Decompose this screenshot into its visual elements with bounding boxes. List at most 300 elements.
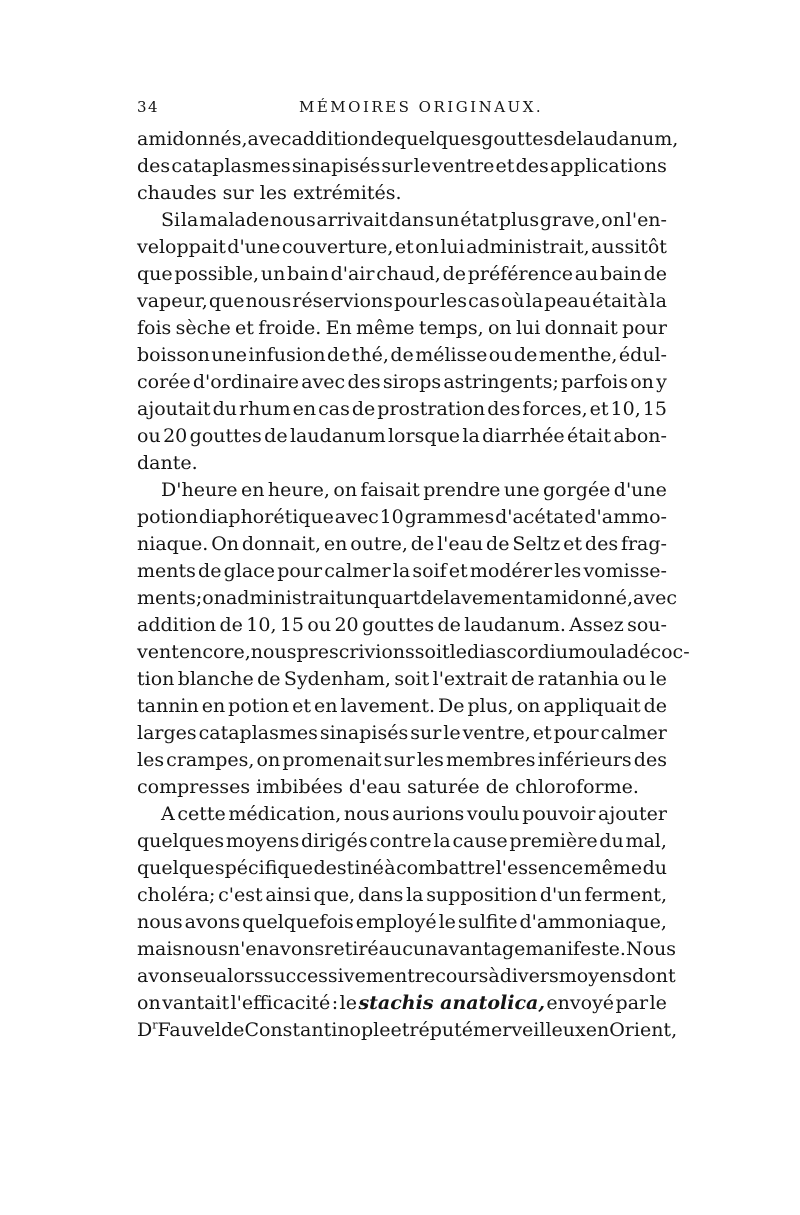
word: vent (137, 641, 179, 663)
word: que (208, 290, 245, 312)
word: combattre (396, 857, 496, 879)
word: Seltz (512, 533, 561, 555)
word: vomisse- (583, 560, 667, 582)
text-line (137, 396, 667, 423)
word: d'air (330, 263, 375, 285)
word: d'un (539, 884, 582, 906)
word: mais (137, 938, 183, 960)
word: nous (182, 938, 228, 960)
word: Si (161, 209, 181, 231)
word: inférieurs (537, 749, 632, 771)
running-head (137, 98, 667, 122)
word: la (433, 830, 451, 852)
word: Orient, (609, 1019, 678, 1041)
word: on (601, 209, 625, 231)
word: de (198, 560, 222, 582)
text-line (137, 558, 667, 585)
word: vapeur, (137, 290, 208, 312)
word: glace (223, 560, 276, 582)
text-line (137, 585, 677, 612)
word: de (370, 128, 395, 150)
word: des (633, 749, 667, 771)
word: de (442, 263, 467, 285)
word: et (589, 398, 609, 420)
word: manifeste. (525, 938, 626, 960)
word: au (574, 263, 599, 285)
word: en (323, 533, 348, 555)
word: diascordium (466, 641, 586, 663)
word: niaque. (137, 533, 209, 555)
word: le (449, 641, 467, 663)
word: pour (393, 290, 439, 312)
word: ferment, (584, 884, 667, 906)
text-line (137, 180, 667, 207)
word: lavement. (340, 695, 436, 717)
word: spécifique (214, 857, 314, 879)
word: gouttes (189, 425, 262, 447)
word: préférence (467, 263, 573, 285)
word: laudanum (289, 425, 386, 447)
word: chaud, (376, 263, 441, 285)
word: retiré (324, 938, 379, 960)
word: tannin (137, 695, 199, 717)
word: le (649, 668, 667, 690)
word: et (235, 317, 254, 339)
word: la (462, 425, 480, 447)
word: de (486, 533, 510, 555)
word: réservions (292, 290, 393, 312)
word: aurions (392, 803, 465, 825)
word: nous (137, 911, 183, 933)
word: d'ammoniaque, (519, 911, 667, 933)
word: l'essence (495, 857, 584, 879)
running-title: MÉMOIRES ORIGINAUX. (299, 98, 544, 116)
word: choléra; (137, 884, 216, 906)
text-line (137, 423, 667, 450)
text-line (137, 936, 677, 963)
word: alors (215, 965, 264, 987)
word: sur (410, 722, 442, 744)
word: arrivait (316, 209, 388, 231)
word: avec (247, 128, 292, 150)
word: encore, (178, 641, 251, 663)
word: dans (357, 884, 404, 906)
word: D'heure (161, 479, 238, 501)
word: un (343, 587, 368, 609)
word: des (487, 398, 521, 420)
word: froide. (258, 317, 322, 339)
word: d'une (227, 236, 281, 258)
text-line (137, 774, 667, 801)
text-line (137, 747, 667, 774)
word: D (137, 1019, 153, 1041)
word: ainsi (265, 884, 311, 906)
word: veloppait (137, 236, 226, 258)
word: quelque (137, 857, 215, 879)
word: par (615, 992, 649, 1014)
word: possible, (174, 263, 260, 285)
word: on (202, 587, 226, 609)
word: malade (199, 209, 270, 231)
word: chaudes sur les extrémités. (137, 182, 402, 204)
text-line (137, 369, 667, 396)
word: potion (137, 506, 198, 528)
word: aucun (378, 938, 438, 960)
word: moyens (558, 965, 633, 987)
word: heure, (267, 479, 330, 501)
word: pouvoir (522, 803, 596, 825)
word: parfois (561, 371, 628, 393)
word: diarrhée (482, 425, 565, 447)
word: les (554, 560, 582, 582)
word: addition (137, 614, 217, 636)
word: de (643, 695, 667, 717)
word: corée (137, 371, 191, 393)
word: nous (270, 209, 316, 231)
word: le (438, 911, 456, 933)
word: ou (622, 668, 647, 690)
word: recours (414, 965, 489, 987)
word: envoyé (546, 992, 615, 1014)
word: l'efficacité (230, 992, 331, 1014)
superscript: r (152, 1018, 158, 1032)
word: donnait (544, 317, 618, 339)
word: la (406, 884, 424, 906)
word: promenait (282, 749, 382, 771)
word: moyens (225, 830, 300, 852)
text-line (137, 693, 667, 720)
word: sirops (382, 371, 442, 393)
word: : (331, 992, 339, 1014)
text-line (137, 288, 667, 315)
text-line (137, 909, 667, 936)
word: du (599, 830, 624, 852)
word: laudanum, (576, 128, 679, 150)
word: administrait, (466, 236, 590, 258)
word: administrait (225, 587, 344, 609)
word: était (592, 290, 637, 312)
word: ments (137, 560, 196, 582)
word: ratanhia (537, 668, 620, 690)
word: avons (137, 965, 193, 987)
word: 20 (163, 425, 188, 447)
word: prendre (423, 479, 501, 501)
word: de (221, 1019, 245, 1041)
word: ou (137, 425, 161, 447)
word: compresses imbibées d'eau saturée de chloroforme. (137, 776, 639, 798)
word: était (567, 425, 611, 447)
text-line (137, 342, 667, 369)
word: couverture, (281, 236, 394, 258)
word: gouttes (481, 128, 554, 150)
text-line (137, 234, 667, 261)
word: même (356, 317, 415, 339)
word: sinapisés (291, 155, 381, 177)
word: soit (414, 641, 450, 663)
word: de (264, 425, 288, 447)
word: le (649, 992, 667, 1014)
word: de (511, 668, 535, 690)
word: boisson (137, 344, 210, 366)
word: employé (355, 911, 437, 933)
word: menthe, (538, 344, 618, 366)
text-line (137, 963, 676, 990)
word: prescrivions (296, 641, 415, 663)
word: le (339, 992, 357, 1014)
word: d'ordinaire (192, 371, 300, 393)
italic-species-name: stachis anatolica, (358, 992, 545, 1014)
word: ou (307, 614, 332, 636)
word: cause (452, 830, 508, 852)
word: un (260, 263, 286, 285)
word: quart (367, 587, 421, 609)
word: thé, (351, 344, 389, 366)
text-line (137, 828, 667, 855)
word: et (495, 155, 515, 177)
word: peau (544, 290, 592, 312)
word: pour (622, 317, 667, 339)
word: en (292, 398, 317, 420)
word: on (333, 479, 358, 501)
word: Constantinople (244, 1019, 391, 1041)
word: sur (383, 749, 415, 771)
word: rhum (239, 398, 291, 420)
word: de (219, 614, 243, 636)
word: de (326, 344, 351, 366)
word: des (137, 155, 171, 177)
word: de (643, 263, 667, 285)
word: faisait (360, 479, 420, 501)
word: de (410, 533, 435, 555)
word: 10 (379, 506, 404, 528)
word: sinapisés (319, 722, 409, 744)
word: décoc- (627, 641, 690, 663)
word: mal, (625, 830, 667, 852)
word: De (437, 695, 465, 717)
text-line (137, 504, 667, 531)
word: du (212, 398, 237, 420)
text-line (137, 1017, 678, 1044)
text-line (137, 450, 667, 477)
word: blanche (177, 668, 254, 690)
word: et (292, 695, 312, 717)
word: gorgée (543, 479, 611, 501)
word: l'extrait (432, 668, 508, 690)
text-line (137, 531, 667, 558)
word: de (390, 344, 414, 366)
word: de (420, 587, 444, 609)
word: modérer (469, 560, 553, 582)
word: que (137, 263, 173, 285)
word: temps, (418, 317, 484, 339)
word: membres (445, 749, 536, 771)
word: ou (488, 344, 513, 366)
word: A (161, 803, 175, 825)
word: cataplasmes (198, 722, 318, 744)
word: en (201, 695, 226, 717)
word: une (211, 344, 247, 366)
word: avons (184, 911, 241, 933)
word: de (437, 614, 461, 636)
word: voulu (466, 803, 520, 825)
word: diaphorétique (198, 506, 334, 528)
word: avec (334, 506, 379, 528)
text-line (137, 666, 667, 693)
word: appliquait (543, 695, 641, 717)
text-line (137, 153, 667, 180)
word: du (642, 857, 667, 879)
word: larges (137, 722, 197, 744)
word: supposition (426, 884, 538, 906)
word: quelques (137, 830, 225, 852)
word: n'en (227, 938, 269, 960)
word: forces, (522, 398, 588, 420)
word: dirigés (301, 830, 368, 852)
body-text (137, 126, 690, 1044)
text-line (137, 639, 690, 666)
word: la (649, 290, 667, 312)
word: les (416, 749, 444, 771)
word: sulfite (457, 911, 518, 933)
word: gouttes (361, 614, 435, 636)
word: amidonné, (532, 587, 634, 609)
word: que, (313, 884, 356, 906)
word: ventre (432, 155, 495, 177)
text-line (137, 990, 667, 1017)
word: avec (301, 371, 346, 393)
word: sou- (627, 614, 667, 636)
word: avons (268, 938, 325, 960)
word: c'est (218, 884, 263, 906)
word: plus, (467, 695, 514, 717)
word: lavement (443, 587, 533, 609)
word: la (180, 209, 199, 231)
word: soif (412, 560, 447, 582)
word: cette (177, 803, 226, 825)
text-line (137, 315, 667, 342)
word: 20 (334, 614, 359, 636)
word: pour (553, 722, 599, 744)
word: des (584, 533, 619, 555)
word: avantage (437, 938, 526, 960)
word: aussitôt (591, 236, 667, 258)
word: on (516, 695, 541, 717)
word: destiné (313, 857, 384, 879)
word: sur (381, 155, 413, 177)
word: 15 (642, 398, 667, 420)
word: état (460, 209, 499, 231)
word: quelquefois (242, 911, 354, 933)
word: d'ammo- (584, 506, 667, 528)
word: où (500, 290, 525, 312)
page-number: 34 (137, 98, 160, 116)
word: divers (499, 965, 559, 987)
word: de (553, 128, 577, 150)
word: des (347, 371, 381, 393)
word: d'acétate (495, 506, 584, 528)
word: cataplasmes (171, 155, 291, 177)
paragraph-start (137, 801, 667, 828)
word: astringents; (443, 371, 559, 393)
text-line (137, 126, 679, 153)
word: à (637, 290, 649, 312)
word: ajoutait (137, 398, 211, 420)
word: eu (192, 965, 216, 987)
paragraph-start (137, 477, 667, 504)
word: on (415, 236, 439, 258)
word: de (513, 344, 538, 366)
word: un (434, 209, 460, 231)
word: dans (388, 209, 435, 231)
word: addition (291, 128, 371, 150)
text-line (137, 855, 667, 882)
word: laudanum. (464, 614, 566, 636)
paragraph-start (137, 207, 667, 234)
word: merveilleux (472, 1019, 586, 1041)
word: grave, (539, 209, 601, 231)
word: à (488, 965, 500, 987)
word: donnait, (241, 533, 322, 555)
word: et (532, 722, 552, 744)
word: médication, (228, 803, 342, 825)
word: amidonnés, (137, 128, 248, 150)
word: édul- (618, 344, 667, 366)
word: cas (318, 398, 350, 420)
word: dont (632, 965, 676, 987)
word: réputé (409, 1019, 473, 1041)
word: 10, (246, 614, 277, 636)
word: de (351, 398, 376, 420)
word: On (211, 533, 240, 555)
word: grammes (404, 506, 495, 528)
word: cas (468, 290, 500, 312)
word: lorsque (387, 425, 460, 447)
word: dante. (137, 452, 198, 474)
word: la (525, 290, 544, 312)
word: la (609, 641, 628, 663)
word: vantait (162, 992, 230, 1014)
word: Assez (569, 614, 624, 636)
word: quelques (394, 128, 482, 150)
word: bain (287, 263, 329, 285)
word: et (390, 1019, 410, 1041)
word: potion (228, 695, 290, 717)
word: 15 (279, 614, 305, 636)
word: première (509, 830, 598, 852)
word: une (503, 479, 540, 501)
word: l'en- (625, 209, 667, 231)
text-line (137, 261, 667, 288)
word: Sydenham, (283, 668, 391, 690)
word: plus (498, 209, 540, 231)
word: lui (440, 236, 465, 258)
word: on (137, 992, 161, 1014)
word: fois (137, 317, 172, 339)
word: et (394, 236, 414, 258)
word: infusion (248, 344, 326, 366)
word: d'une (613, 479, 667, 501)
word: ou (585, 641, 610, 663)
word: en (240, 479, 265, 501)
word: mélisse (415, 344, 488, 366)
word: calmer (600, 722, 667, 744)
word: la (392, 560, 411, 582)
word: le (443, 722, 461, 744)
word: nous (250, 641, 297, 663)
word: en (585, 1019, 610, 1041)
word: successivement (263, 965, 415, 987)
word: soit (394, 668, 430, 690)
